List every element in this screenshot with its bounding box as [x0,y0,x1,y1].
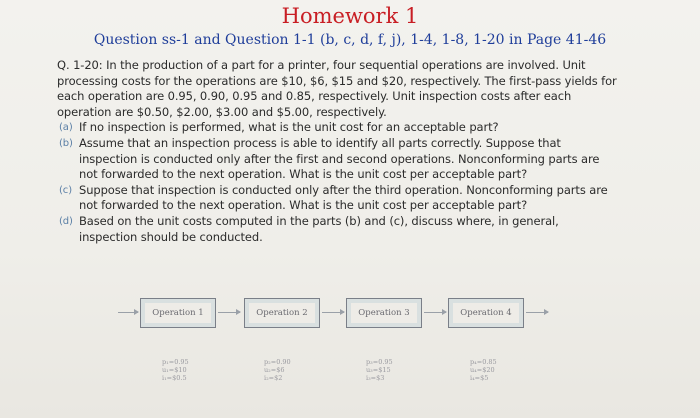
arrow-1-2 [218,312,240,313]
question-part-a [57,120,617,136]
param-u3: u₃=$15 [366,366,391,374]
operation-4-label: Operation 4 [460,308,512,318]
param-u1: u₁=$10 [162,366,187,374]
operation-4-box [448,298,524,328]
part-text-a: If no inspection is performed, what is the unit cost for an acceptable part? [79,120,499,135]
param-u4: u₄=$20 [470,366,495,374]
operation-2-label: Operation 2 [256,308,308,318]
operation-1-box [140,298,216,328]
part-text-b: Assume that an inspection process is able to identify all parts correctly. Suppose that inspection is conducted only after the first and second operations. Nonconforming parts are not forwarded to the next operation. What is the unit cost per acceptable part? [79,135,600,182]
operation-3-label: Operation 3 [358,308,410,318]
page-title: Homework 1 [281,4,419,28]
part-label-b: (b) [59,137,73,149]
param-i3: i₃=$3 [366,374,385,382]
operation-2-box [244,298,320,328]
arrow-2-3 [322,312,344,313]
param-p2: p₂=0.90 [264,358,291,366]
operation-3-box [346,298,422,328]
param-i1: i₁=$0.5 [162,374,187,382]
question-part-b [57,136,617,183]
page-subtitle: Question ss-1 and Question 1-1 (b, c, d, f, j), 1-4, 1-8, 1-20 in Page 41-46 [93,32,607,48]
part-label-c: (c) [59,184,73,196]
part-text-c: Suppose that inspection is conducted only after the third operation. Nonconforming parts are not forwarded to the next operation. What is the unit cost per acceptable part? [79,182,608,213]
param-i4: i₄=$5 [470,374,489,382]
param-i2: i₂=$2 [264,374,283,382]
param-u2: u₂=$6 [264,366,285,374]
operation-4-params [470,358,530,382]
question-part-d [57,214,617,245]
output-arrow [526,312,548,313]
param-p1: p₁=0.95 [162,358,189,366]
operations-diagram [140,298,560,398]
operation-3-params [366,358,426,382]
param-p3: p₃=0.95 [366,358,393,366]
question-intro: Q. 1-20: In the production of a part for a printer, four sequential operations are involved. Unit processing costs for the operations are $10, $6, $15 and $20, respectively. The first-pass yields for each operation are 0.95, 0.90, 0.95 and 0.85, respectively. Unit inspection costs after each operation are $0.50, $2.00, $3.00 and $5.00, respectively. [57,58,617,119]
part-text-d: Based on the unit costs computed in the parts (b) and (c), discuss where, in general, inspection should be conducted. [79,213,559,244]
arrow-3-4 [424,312,446,313]
operation-1-label: Operation 1 [152,308,204,318]
operation-1-params [162,358,222,382]
part-label-a: (a) [59,122,73,134]
question-part-c [57,183,617,214]
question-body [57,58,617,245]
param-p4: p₄=0.85 [470,358,497,366]
input-arrow [118,312,138,313]
operation-2-params [264,358,324,382]
part-label-d: (d) [59,215,73,227]
